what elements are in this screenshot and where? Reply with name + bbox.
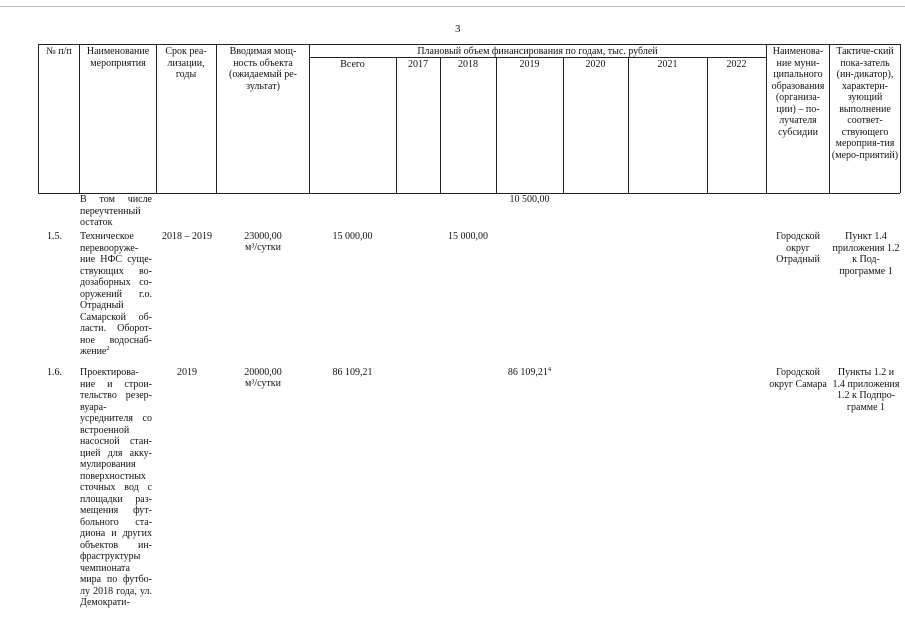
column-divider — [440, 57, 441, 193]
table-top-border — [38, 44, 900, 45]
header-num: № п/п — [46, 46, 72, 57]
top-border-line — [0, 6, 905, 7]
header-year-2021: 2021 — [657, 59, 678, 70]
row-2-footnote: 4 — [547, 366, 552, 373]
column-divider — [766, 44, 767, 193]
column-divider — [707, 57, 708, 193]
column-divider — [156, 44, 157, 193]
header-financing-group: Плановый объем финансирования по годам, тыс. рублей — [417, 46, 658, 57]
row-2-name: Проектирова-ние и строи-тельство резер-вуара-усреднителя со встроенной насосной стан-цией для акку-мулирования поверхностных сточных вод с площадки раз-мещения фут-больного ста-диона и других объектов ин-фраструктуры чемпионата мира по футбо-лу 2018 года, ул. Демократи- — [80, 367, 152, 608]
column-divider — [829, 44, 830, 193]
header-year-2022: 2022 — [726, 59, 747, 70]
row-2-capacity-unit: м³/сутки — [245, 378, 281, 389]
header-year-2020: 2020 — [585, 59, 606, 70]
row-2-year-2019: 86 109,21$^4$ — [507, 366, 552, 378]
row-1-indicator: Пункт 1.4 приложения 1.2 к Под-программе 1 — [832, 231, 900, 277]
table-left-border — [38, 44, 39, 193]
row-0-year-2019: 10 500,00 — [509, 194, 550, 205]
header-bottom-border — [38, 193, 900, 194]
header-name: Наименование мероприятия — [86, 46, 150, 69]
column-divider — [628, 57, 629, 193]
column-divider — [216, 44, 217, 193]
row-2-capacity: 20000,00 — [244, 367, 282, 378]
row-1-year-2018: 15 000,00 — [448, 231, 488, 242]
header-indicator: Тактиче-ский пока-затель (ин-дикатор), характери-зующий выполнение соответ-ствующего мероприя-тия (меро-приятий) — [831, 46, 899, 161]
column-divider — [79, 44, 80, 193]
row-0-name: В том числе переучтенный остаток — [80, 194, 152, 228]
row-1-total: 15 000,00 — [332, 231, 373, 242]
table-right-border — [900, 44, 901, 193]
page-number: 3 — [455, 23, 461, 35]
row-1-term: 2018 – 2019 — [162, 231, 212, 242]
header-term: Срок реа-лизации, годы — [165, 46, 207, 80]
row-2-recipient: Городской округ Самара — [769, 367, 827, 390]
row-2-num: 1.6. — [47, 367, 62, 378]
column-divider — [396, 57, 397, 193]
row-1-num: 1.5. — [47, 231, 62, 242]
row-1-capacity: 23000,00 — [244, 231, 282, 242]
header-year-2018: 2018 — [458, 59, 478, 70]
column-divider — [496, 57, 497, 193]
row-2-total: 86 109,21 — [332, 367, 373, 378]
column-divider — [563, 57, 564, 193]
header-total: Всего — [340, 59, 365, 70]
header-year-2019: 2019 — [519, 59, 540, 70]
row-1-capacity-unit: м³/сутки — [245, 242, 281, 253]
header-recipient: Наименова-ние муни-ципального образования (организа-ции) – по-лучателя субсидии — [771, 46, 825, 138]
header-capacity: Вводимая мощ-ность объекта (ожидаемый ре-зультат) — [229, 46, 297, 92]
row-1-name: Техническое перевооруже-ние НФС суще-ствующих во-дозаборных со-оружений г.о. Отрадный Самарской об-ласти. Оборот-ное водоснаб-жение$^2$ — [80, 231, 152, 357]
row-2-indicator: Пункты 1.2 и 1.4 приложения 1.2 к Подпро-грамме 1 — [832, 367, 900, 413]
row-1-footnote: 2 — [106, 345, 110, 352]
row-2-term: 2019 — [177, 367, 197, 378]
row-1-recipient: Городской округ Отрадный — [776, 231, 820, 265]
header-year-2017: 2017 — [408, 59, 428, 70]
